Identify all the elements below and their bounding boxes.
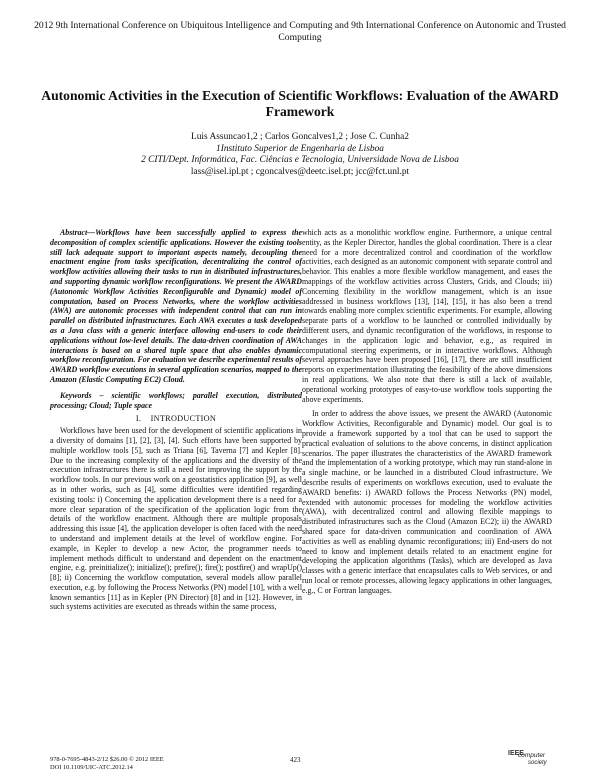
intro-paragraph-1: Workflows have been used for the development of scientific applications in a diversity of domains [1], [2], [3], [4]. Such efforts have been supported by multiple workflow tools [5], such as Triana [6], Taverna [7] and Kepler [8]. Due to the increasing complexity of the applications and the diversity of the execution infrastructures there is still a need for improving the support by the workflow tools. In our previous work on a geostatistics application [9], as well as in other works, such as [4], some difficulties were identified regarding existing tools: i) Concerning the application development there is a need for a more clear separation of the specification of the application logic from the details of the workflow enactment. Although there are multiple proposals addressing this issue [4], the application developer is often faced with the need to understand and implement details at the level of workflow engine. For example, in Kepler to develop a new Actor, the programmer needs to implement methods difficult to understand and dependent on the enactment engine, e.g. preinitialize(); initialize(); prefire(); fire(); postfire() and wrapUp() [8]; ii) Concerning the workflow computation, several models allow parallel execution, e.g. by following the Process Networks (PN) model [10], with a well known semantics [11] as in Kepler (PN Director) [8] and in [12]. However, in such systems activities are executed as threads within the same process, [50, 426, 303, 612]
conference-header: 2012 9th International Conference on Ubiquitous Intelligence and Computing and 9th International Conference on Autonomic and Trusted Computing [34, 20, 566, 43]
section-heading-introduction [50, 414, 302, 424]
logo-text-computer: computer [518, 752, 546, 759]
author-names: Luis Assuncao1,2 ; Carlos Goncalves1,2 ; Jose C. Cunha2 [191, 132, 409, 142]
abstract-text: Workflows have been successfully applied to express the decomposition of complex scientific applications. However the existing tools still lack adequate support to important aspects namely, decoupling the enactment engine from tasks specification, decentralizing the control of workflow activities allowing their tasks to run in distributed infrastructures, and supporting dynamic workflow reconfigurations. We present the AWARD (Autonomic Workflow Activities Reconfigurable and Dynamic) model of computation, based on Process Networks, where the workflow activities (AWA) are autonomic processes with independent control that can run in parallel on distributed infrastructures. Each AWA executes a task developed as a Java class with a generic interface allowing end-users to code their applications without low-level details. The data-driven coordination of AWA interactions is based on a shared tuple space that also enables dynamic workflow reconfiguration. For evaluation we describe experimental results of AWARD workflow executions in several application scenarios, mapped to the Amazon (Elastic Computing EC2) Cloud. [50, 228, 302, 384]
footer-copyright [50, 756, 164, 772]
ieee-mark-icon: IEEE [508, 750, 524, 757]
left-column [50, 228, 302, 612]
keywords: Keywords – scientific workflows; parallel execution, distributed processing; Cloud; Tuple space [50, 390, 302, 410]
computer-society-logo [508, 748, 560, 770]
authors-block [40, 132, 560, 178]
abstract-lead: Abstract— [60, 228, 96, 237]
page-number: 423 [290, 756, 301, 764]
logo-text-society: society [528, 760, 547, 766]
intro-paragraph-3: In order to address the above issues, we present the AWARD (Autonomic Workflow Activities, Reconfigurable and Dynamic) model. Our goal is to provide a framework supported by a tool that can be used to support the practical evaluation of solutions to the above concerns, in distinct application scenarios. The paper illustrates the characteristics of the AWARD framework and the implementation of a working prototype, which may run stand-alone in a single machine, or be launched in a distributed Cloud infrastructure. We describe results of experiments on workflows execution, used to evaluate the AWARD benefits: i) AWARD follows the Process Networks (PN) model, extended with autonomic processes for modeling the workflow activities (AWA), with decentralized control and allowing flexible mappings to distributed infrastructures such as the Cloud (Amazon EC2); ii) the AWARD shared space for data-driven communication and coordination of AWA activities as well as enabling dynamic reconfigurations; iii) End-users do not need to know and implement details related to an enactment engine for developing the application algorithms (Tasks), which are developed as Java classes with a generic interface that encapsulates calls to Web services, or and run local or remote processes, allowing legacy applications in other languages, e.g., C or Fortran languages. [302, 409, 552, 595]
footer-isbn: 978-0-7695-4843-2/12 $26.00 © 2012 IEEE [50, 756, 164, 763]
affiliation-2: 2 CITI/Dept. Informática, Fac. Ciências e Tecnologia, Universidade Nova de Lisboa [141, 155, 459, 165]
footer-doi: DOI 10.1109/UIC-ATC.2012.14 [50, 764, 133, 771]
author-emails: lass@isel.ipl.pt ; cgoncalves@deetc.isel.pt; jcc@fct.unl.pt [190, 166, 410, 177]
abstract [50, 228, 302, 385]
right-column [302, 228, 552, 595]
intro-paragraph-2: which acts as a monolithic workflow engine. Furthermore, a unique central entity, as the Kepler Director, handles the global coordination. There is a clear need for a more decentralized control and coordination of the workflow activities, each designed as an autonomic component with separate control and behavior. This enables a more flexible workflow management, and eases the mappings of the workflow activities across Clusters, Grids, and Clouds; iii) Concerning flexibility in the workflow management, which is an issue addressed in business workflows [13], [14], [15], it has also been a trend towards enabling more complex scientific experiments. For example, allowing separate parts of a workflow to be launched or controlled individually by different users, and dynamic reconfiguration of the workflows, in response to changes in the application logic and behavior, e.g., as required in computational steering experiments, or in interactive workflows. Although several approaches have been proposed [16], [17], there are still insufficient reports on experimentation illustrating the feasibility of the above dimensions in real applications. We also note that there is still a lack of available, operational working prototypes of easy-to-use workflow tools supporting the above experiments. [302, 228, 552, 404]
paper-title: Autonomic Activities in the Execution of Scientific Workflows: Evaluation of the AWARD Framework [41, 88, 559, 119]
affiliation-1: 1Instituto Superior de Engenharia de Lisboa [216, 143, 384, 154]
section-title: INTRODUCTION [150, 414, 217, 424]
section-number: I. [135, 414, 142, 424]
